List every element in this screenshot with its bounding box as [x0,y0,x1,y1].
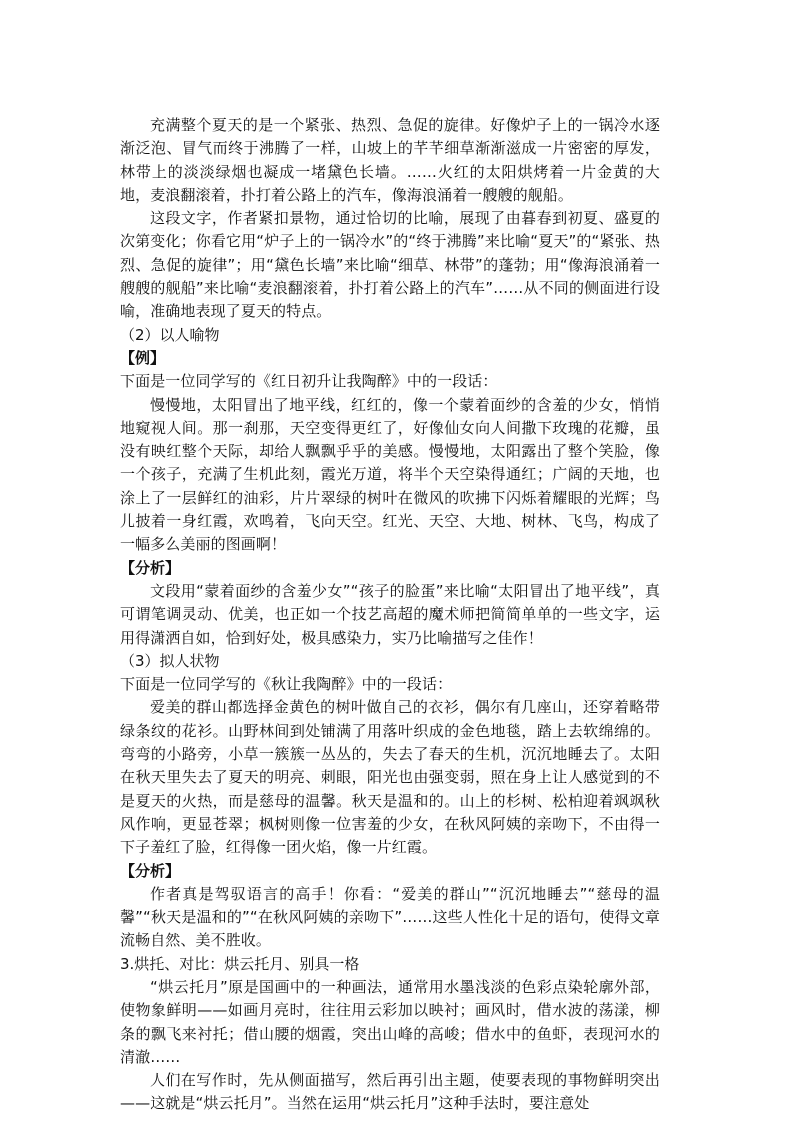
contrast-explanation: “烘云托月”原是国画中的一种画法，通常用水墨浅淡的色彩点染轮廓外部，使物象鲜明——如画月亮时，往往用云彩加以映衬；画风时，借水波的荡漾，柳条的飘飞来衬托；借山腰的烟霞，突出山峰的高峻；借水中的鱼虾，表现河水的清澈…… [120,977,660,1066]
contrast-usage: 人们在写作时，先从侧面描写，然后再引出主题，使要表现的事物鲜明突出——这就是“烘云托月”。当然在运用“烘云托月”这种手法时，要注意处 [120,1071,660,1113]
sunrise-passage: 慢慢地，太阳冒出了地平线，红红的，像一个蒙着面纱的含羞的少女，悄悄地窥视人间。那一刹那，天空变得更红了，好像仙女向人间撒下玫瑰的花瓣，虽没有映红整个天际，却给人飘飘乎乎的美感。慢慢地，太阳露出了整个笑脸，像一个孩子，充满了生机此刻，霞光万道，将半个天空染得通红；广阔的天地，也涂上了一层鲜红的油彩，片片翠绿的树叶在微风的吹拂下闪烁着耀眼的光辉；鸟儿披着一身红霞，欢鸣着，飞向天空。红光、天空、大地、树林、飞鸟，构成了一幅多么美丽的图画啊！ [120,395,660,554]
autumn-analysis: 作者真是驾驭语言的高手！你看：“爱美的群山”“沉沉地睡去”“慈母的温馨”“秋天是温和的”“在秋风阿姨的亲吻下”……这些人性化十足的语句，使得文章流畅自然、美不胜收。 [120,884,660,950]
example-label: 【例】 [120,348,166,367]
analysis-label: 【分析】 [120,558,181,577]
autumn-passage: 爱美的群山都选择金黄色的树叶做自己的衣衫，偶尔有几座山，还穿着略带绿条纹的花衫。山野林间到处铺满了用落叶织成的金色地毯，踏上去软绵绵的。弯弯的小路旁，小草一簇簇一丛丛的，失去了春天的生机，沉沉地睡去了。太阳在秋天里失去了夏天的明亮、刺眼，阳光也由强变弱，照在身上让人感觉到的不是夏天的火热，而是慈母的温馨。秋天是温和的。山上的杉树、松柏迎着飒飒秋风作响，更显苍翠；枫树则像一位害羞的少女，在秋风阿姨的亲吻下，不由得一下子羞红了脸，红得像一团火焰，像一片红霞。 [120,698,660,857]
autumn-intro: 下面是一位同学写的《秋让我陶醉》中的一段话： [120,675,453,694]
summer-passage: 充满整个夏天的是一个紧张、热烈、急促的旋律。好像炉子上的一锅冷水逐渐泛泡、冒气而终于沸腾了一样，山坡上的芊芊细草渐渐滋成一片密密的厚发，林带上的淡淡绿烟也凝成一堵黛色长墙。……火红的太阳烘烤着一片金黄的大地，麦浪翻滚着，扑打着公路上的汽车，像海浪涌着一艘艘的舰船。 [120,116,660,204]
analysis-label-2: 【分析】 [120,861,181,880]
section-heading-contrast: 3.烘托、对比：烘云托月、别具一格 [120,954,360,973]
section-heading-personify-object: （2）以人喻物 [120,325,220,344]
summer-analysis: 这段文字，作者紧扣景物，通过恰切的比喻，展现了由暮春到初夏、盛夏的次第变化；你看它用“炉子上的一锅冷水”的“终于沸腾”来比喻“夏天”的“紧张、热烈、急促的旋律”；用“黛色长墙”来比喻“细草、林带”的蓬勃；用“像海浪涌着一艘艘的舰船”来比喻“麦浪翻滚着，扑打着公路上的汽车”……从不同的侧面进行设喻，准确地表现了夏天的特点。 [120,209,660,321]
sunrise-analysis: 文段用“蒙着面纱的含羞少女”“孩子的脸蛋”来比喻“太阳冒出了地平线”，真可谓笔调灵动、优美，也正如一个技艺高超的魔术师把简简单单的一些文字，运用得潇洒自如，恰到好处，极具感染力，实乃比喻描写之佳作！ [120,581,660,647]
section-heading-personification: （3）拟人状物 [120,651,220,670]
document-body [120,114,660,1116]
example-intro: 下面是一位同学写的《红日初升让我陶醉》中的一段话： [120,372,498,391]
